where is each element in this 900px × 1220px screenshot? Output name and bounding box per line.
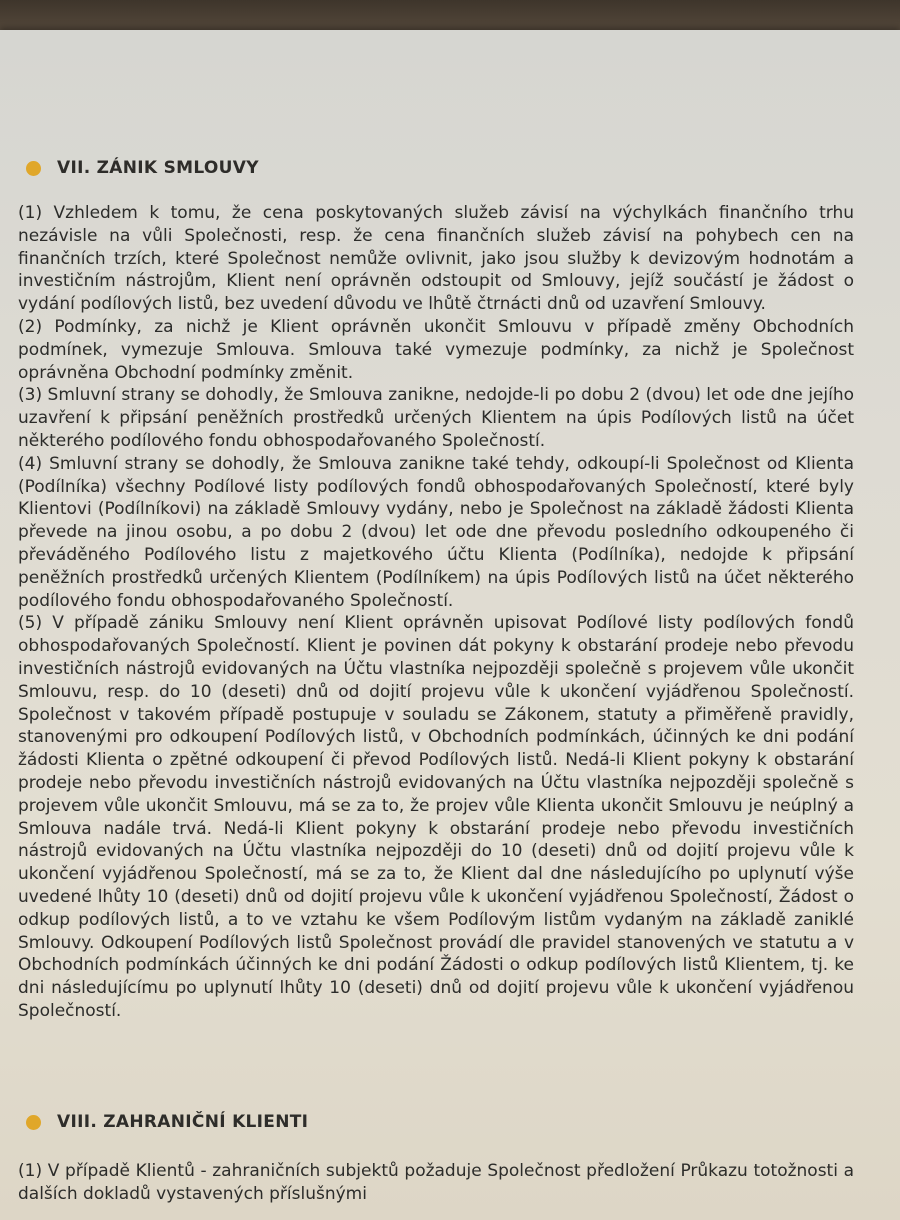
section-heading-viii [26, 1112, 308, 1132]
yellow-bullet-icon [26, 1115, 41, 1130]
paragraph-3: (3) Smluvní strany se dohodly, že Smlouva zanikne, nedojde-li po dobu 2 (dvou) let ode dne jejího uzavření k připsání peněžních prostředků určených Klientem na úpis Podílových listů na účet některého podílového fondu obhospodařovaného Společností. [18, 385, 854, 451]
paragraph-1: (1) Vzhledem k tomu, že cena poskytovaných služeb závisí na výchylkách finančního trhu nezávisle na vůli Společnosti, resp. že cena finančních služeb závisí na pohybech cen na finančních trzích, které Společnost nemůže ovlivnit, jako jsou služby k devizovým hodnotám a investičním nástrojům, Klient není oprávněn odstoupit od Smlouvy, jejíž součástí je žádost o vydání podílových listů, bez uvedení důvodu ve lhůtě čtrnácti dnů od uzavření Smlouvy. [18, 203, 854, 315]
paragraph-2: (2) Podmínky, za nichž je Klient oprávněn ukončit Smlouvu v případě změny Obchodních podmínek, vymezuje Smlouva. Smlouva také vymezuje podmínky, za nichž je Společnost oprávněna Obchodní podmínky změnit. [18, 316, 854, 383]
document-page [0, 30, 900, 1220]
section-heading-vii [26, 158, 259, 178]
paragraph-5: (5) V případě zániku Smlouvy není Klient oprávněn upisovat Podílové listy podílových fondů obhospodařovaných Společností. Klient je povinen dát pokyny k obstarání prodeje nebo převodu investičních nástrojů evidovaných na Účtu vlastníka nejpozději společně s projevem vůle ukončit Smlouvu, resp. do 10 (deseti) dnů od dojití projevu vůle k ukončení vyjádřenou Společností. Společnost v takovém případě postupuje v souladu se Zákonem, statuty a přiměřeně pravidly, stanovenými pro odkoupení Podílových listů, v Obchodních podmínkách, účinných ke dni podání žádosti Klienta o zpětné odkoupení či převod Podílových listů. Nedá-li Klient pokyny k obstarání prodeje nebo převodu investičních nástrojů evidovaných na Účtu vlastníka nejpozději společně s projevem vůle ukončit Smlouvu, má se za to, že projev vůle Klienta ukončit Smlouvu je neúplný a Smlouva nadále trvá. Nedá-li Klient pokyny k obstarání prodeje nebo převodu investičních nástrojů evidovaných na Účtu vlastníka nejpozději do 10 (deseti) dnů od dojití projevu vůle k ukončení vyjádřenou Společností, má se za to, že Klient dal dne následujícího po uplynutí výše uvedené lhůty 10 (deseti) dnů od dojití projevu vůle k ukončení vyjádřenou Společností, Žádost o odkup podílových listů, a to ve vztahu ke všem Podílovým listům vydaným na základě zaniklé Smlouvy. Odkoupení Podílových listů Společnost provádí dle pravidel stanovených ve statutu a v Obchodních podmínkách účinných ke dni podání Žádosti o odkup podílových listů Klientem, tj. ke dni následujícímu po uplynutí lhůty 10 (deseti) dnů od dojití projevu vůle k ukončení vyjádřenou Společností. [18, 613, 854, 1021]
section-body-vii [18, 202, 854, 1023]
section-heading-text: VII. ZÁNIK SMLOUVY [57, 158, 259, 178]
paragraph-1: (1) V případě Klientů - zahraničních subjektů požaduje Společnost předložení Průkazu totožnosti a dalších dokladů vystavených příslušnými [18, 1161, 854, 1204]
section-body-viii [18, 1160, 854, 1206]
paragraph-4: (4) Smluvní strany se dohodly, že Smlouva zanikne také tehdy, odkoupí-li Společnost od Klienta (Podílníka) všechny Podílové listy podílových fondů obhospodařovaných Společností, které byly Klientovi (Podílníkovi) na základě Smlouvy vydány, nebo je Společnost na základě žádosti Klienta převede na jinou osobu, a po dobu 2 (dvou) let ode dne převodu posledního odkoupeného či převáděného Podílového listu z majetkového účtu Klienta (Podílníka), nedojde k připsání peněžních prostředků určených Klientem (Podílníkem) na úpis Podílových listů na účet některého podílového fondu obhospodařovaného Společností. [18, 453, 854, 611]
section-heading-text: VIII. ZAHRANIČNÍ KLIENTI [57, 1112, 309, 1132]
yellow-bullet-icon [26, 161, 41, 176]
